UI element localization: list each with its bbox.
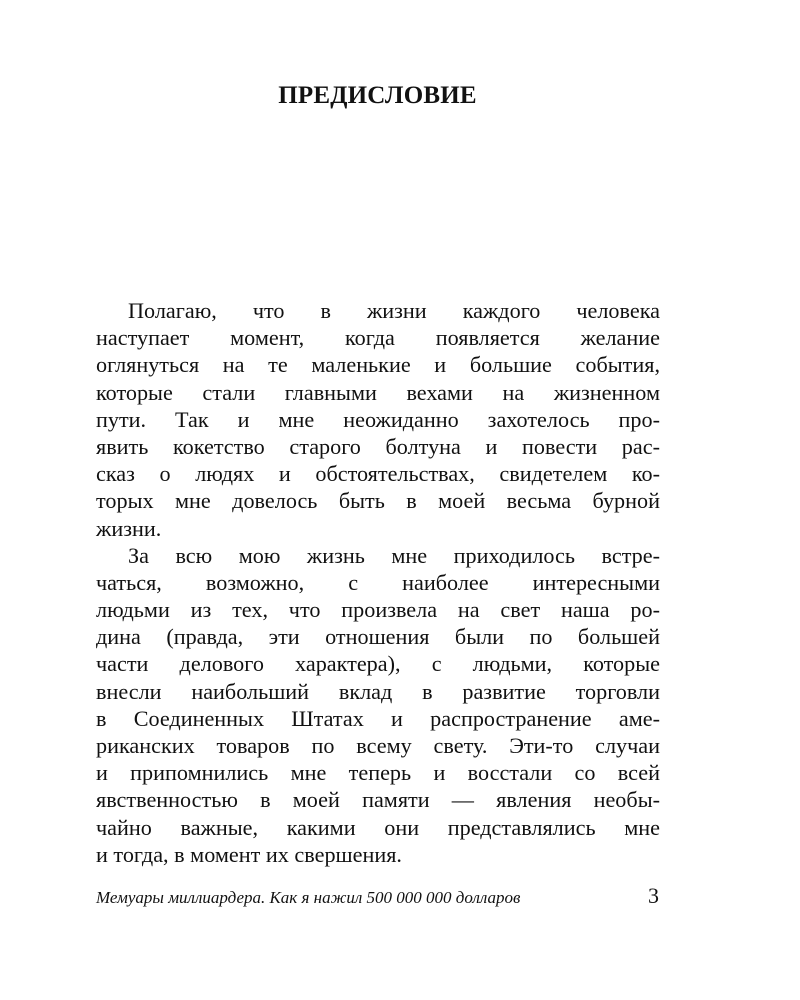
body-text bbox=[96, 297, 660, 868]
paragraph-2-line-8: риканских товаров по всему свету. Эти-то случаи bbox=[96, 733, 660, 758]
paragraph-1-line-6: явить кокетство старого болтуна и повести рас- bbox=[96, 433, 660, 459]
paragraph-2-line-6: внесли наибольший вклад в развитие торговли bbox=[96, 678, 660, 704]
paragraph-1-line-5: пути. Так и мне неожиданно захотелось про- bbox=[96, 406, 660, 432]
paragraph-2-line-11: чайно важные, какими они представлялись мне bbox=[96, 814, 660, 840]
paragraph-2-line-7: в Соединенных Штатах и распространение аме- bbox=[96, 705, 660, 731]
paragraph-1-line-7: сказ о людях и обстоятельствах, свидетелем ко- bbox=[96, 461, 660, 487]
paragraph-1-line-3: оглянуться на те маленькие и большие события, bbox=[96, 352, 660, 378]
page-number: 3 bbox=[648, 883, 659, 908]
paragraph-1-line-2: наступает момент, когда появляется желание bbox=[96, 325, 660, 351]
paragraph-2-line-4: дина (правда, эти отношения были по большей bbox=[96, 624, 660, 650]
paragraph-1-line-8: торых мне довелось быть в моей весьма бурной bbox=[96, 488, 660, 514]
paragraph-2-line-10: явственностью в моей памяти — явления необы- bbox=[96, 787, 660, 813]
paragraph-2-line-9: и припомнились мне теперь и восстали со всей bbox=[96, 760, 660, 786]
paragraph-1-line-9: жизни. bbox=[96, 515, 162, 541]
running-footer-book-title: Мемуары миллиардера. Как я нажил 500 000 000 долларов bbox=[96, 888, 521, 907]
paragraph-2-line-1: За всю мою жизнь мне приходилось встре- bbox=[128, 542, 660, 568]
paragraph-1-line-1: Полагаю, что в жизни каждого человека bbox=[128, 298, 660, 323]
page-title: ПРЕДИСЛОВИЕ bbox=[278, 82, 477, 109]
paragraph-2-line-12: и тогда, в момент их свершения. bbox=[96, 841, 402, 867]
paragraph-2-line-2: чаться, возможно, с наиболее интересными bbox=[96, 569, 660, 595]
paragraph-2-line-5: части делового характера), с людьми, которые bbox=[96, 651, 660, 677]
paragraph-1-line-4: которые стали главными вехами на жизненном bbox=[96, 379, 660, 405]
paragraph-2-line-3: людьми из тех, что произвела на свет наша ро- bbox=[96, 597, 660, 623]
